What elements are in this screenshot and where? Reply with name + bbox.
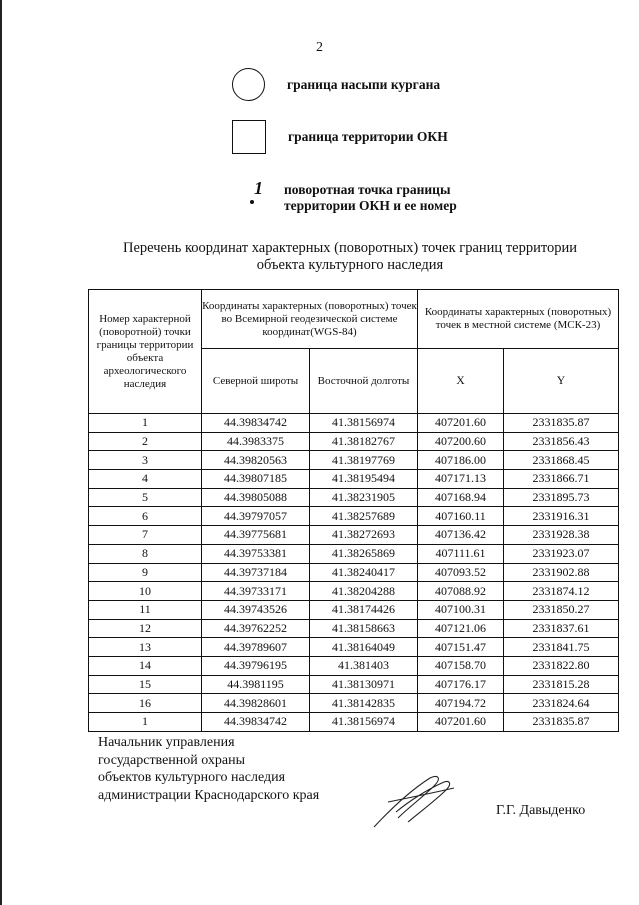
x-cell: 407194.72 — [418, 694, 504, 713]
circle-symbol-icon — [232, 68, 265, 101]
table-row — [89, 619, 619, 638]
longitude-cell: 41.38272693 — [310, 526, 418, 545]
latitude-cell: 44.39789607 — [202, 638, 310, 657]
y-cell: 2331923.07 — [504, 544, 619, 563]
y-cell: 2331822.80 — [504, 656, 619, 675]
y-cell: 2331835.87 — [504, 414, 619, 433]
square-symbol-icon — [232, 120, 266, 154]
signer-position-line2: государственной охраны — [98, 752, 246, 768]
list-title — [90, 240, 610, 274]
longitude-cell: 41.38265869 — [310, 544, 418, 563]
list-title-line2: объекта культурного наследия — [256, 257, 444, 273]
turning-point-dot — [250, 200, 254, 204]
page-edge-line — [0, 0, 2, 905]
signature-block — [98, 734, 319, 804]
latitude-cell: 44.39762252 — [202, 619, 310, 638]
table-row — [89, 432, 619, 451]
y-cell: 2331837.61 — [504, 619, 619, 638]
latitude-cell: 44.39743526 — [202, 600, 310, 619]
turning-point-number: 1 — [254, 178, 263, 198]
longitude-cell: 41.38156974 — [310, 414, 418, 433]
latitude-cell: 44.39775681 — [202, 526, 310, 545]
y-cell: 2331868.45 — [504, 451, 619, 470]
header-x: X — [418, 349, 504, 414]
signer-name: Г.Г. Давыденко — [496, 803, 586, 818]
longitude-cell: 41.381403 — [310, 656, 418, 675]
x-cell: 407160.11 — [418, 507, 504, 526]
table-row — [89, 507, 619, 526]
latitude-cell: 44.39828601 — [202, 694, 310, 713]
point-number-cell: 10 — [89, 582, 202, 601]
point-number-cell: 12 — [89, 619, 202, 638]
table-row — [89, 526, 619, 545]
y-cell: 2331835.87 — [504, 713, 619, 732]
x-cell: 407136.42 — [418, 526, 504, 545]
table-row — [89, 544, 619, 563]
longitude-cell: 41.38231905 — [310, 488, 418, 507]
table-row — [89, 713, 619, 732]
latitude-cell: 44.3983375 — [202, 432, 310, 451]
y-cell: 2331841.75 — [504, 638, 619, 657]
table-row — [89, 451, 619, 470]
header-msk23: Координаты характерных (поворотных) точек в местной системе (МСК-23) — [418, 290, 619, 349]
point-number-cell: 4 — [89, 470, 202, 489]
signer-position-line4: администрации Краснодарского края — [98, 787, 320, 803]
latitude-cell: 44.39733171 — [202, 582, 310, 601]
latitude-cell: 44.39737184 — [202, 563, 310, 582]
x-cell: 407201.60 — [418, 414, 504, 433]
legend-point-line1: поворотная точка границы — [284, 182, 451, 197]
longitude-cell: 41.38204288 — [310, 582, 418, 601]
y-cell: 2331895.73 — [504, 488, 619, 507]
table-row — [89, 488, 619, 507]
legend-circle-label: граница насыпи кургана — [287, 76, 441, 92]
latitude-cell: 44.39805088 — [202, 488, 310, 507]
table-row — [89, 563, 619, 582]
signer-position-line3: объектов культурного наследия — [98, 770, 286, 785]
longitude-cell: 41.38156974 — [310, 713, 418, 732]
legend-point — [248, 178, 457, 216]
x-cell: 407121.06 — [418, 619, 504, 638]
y-cell: 2331850.27 — [504, 600, 619, 619]
page-number: 2 — [316, 40, 323, 55]
x-cell: 407093.52 — [418, 563, 504, 582]
latitude-cell: 44.39834742 — [202, 414, 310, 433]
table-row — [89, 675, 619, 694]
y-cell: 2331824.64 — [504, 694, 619, 713]
latitude-cell: 44.3981195 — [202, 675, 310, 694]
list-title-line1: Перечень координат характерных (поворотных) точек границ территории — [122, 240, 578, 256]
signer-position-line1: Начальник управления — [98, 735, 235, 750]
point-number-cell: 11 — [89, 600, 202, 619]
x-cell: 407186.00 — [418, 451, 504, 470]
y-cell: 2331916.31 — [504, 507, 619, 526]
legend-circle — [232, 68, 440, 101]
coordinates-table — [88, 289, 619, 732]
longitude-cell: 41.38240417 — [310, 563, 418, 582]
point-number-cell: 3 — [89, 451, 202, 470]
x-cell: 407171.13 — [418, 470, 504, 489]
y-cell: 2331866.71 — [504, 470, 619, 489]
y-cell: 2331874.12 — [504, 582, 619, 601]
x-cell: 407168.94 — [418, 488, 504, 507]
point-number-cell: 2 — [89, 432, 202, 451]
y-cell: 2331902.88 — [504, 563, 619, 582]
legend-point-line2: территории ОКН и ее номер — [284, 198, 457, 213]
legend-square — [232, 120, 448, 154]
table-row — [89, 582, 619, 601]
handwritten-signature — [368, 772, 458, 832]
x-cell: 407200.60 — [418, 432, 504, 451]
point-number-cell: 6 — [89, 507, 202, 526]
point-number-cell: 16 — [89, 694, 202, 713]
legend-point-label — [284, 182, 457, 214]
header-latitude: Северной широты — [202, 349, 310, 414]
y-cell: 2331815.28 — [504, 675, 619, 694]
longitude-cell: 41.38142835 — [310, 694, 418, 713]
latitude-cell: 44.39820563 — [202, 451, 310, 470]
latitude-cell: 44.39796195 — [202, 656, 310, 675]
header-wgs84: Координаты характерных (поворотных) точек во Всемирной геодезической системе координат(WGS-84) — [202, 290, 418, 349]
y-cell: 2331928.38 — [504, 526, 619, 545]
longitude-cell: 41.38257689 — [310, 507, 418, 526]
point-number-cell: 1 — [89, 713, 202, 732]
x-cell: 407176.17 — [418, 675, 504, 694]
point-number-cell: 9 — [89, 563, 202, 582]
header-y: Y — [504, 349, 619, 414]
x-cell: 407201.60 — [418, 713, 504, 732]
longitude-cell: 41.38182767 — [310, 432, 418, 451]
table-row — [89, 470, 619, 489]
latitude-cell: 44.39834742 — [202, 713, 310, 732]
latitude-cell: 44.39753381 — [202, 544, 310, 563]
longitude-cell: 41.38195494 — [310, 470, 418, 489]
x-cell: 407158.70 — [418, 656, 504, 675]
longitude-cell: 41.38158663 — [310, 619, 418, 638]
x-cell: 407100.31 — [418, 600, 504, 619]
x-cell: 407151.47 — [418, 638, 504, 657]
point-number-cell: 1 — [89, 414, 202, 433]
table-row — [89, 638, 619, 657]
table-row — [89, 694, 619, 713]
table-row — [89, 600, 619, 619]
table-row — [89, 414, 619, 433]
point-number-cell: 8 — [89, 544, 202, 563]
latitude-cell: 44.39807185 — [202, 470, 310, 489]
point-number-cell: 15 — [89, 675, 202, 694]
point-number-cell: 7 — [89, 526, 202, 545]
coordinates-table-body — [89, 414, 619, 732]
longitude-cell: 41.38164049 — [310, 638, 418, 657]
x-cell: 407111.61 — [418, 544, 504, 563]
table-row — [89, 656, 619, 675]
turning-point-icon — [248, 178, 268, 216]
longitude-cell: 41.38174426 — [310, 600, 418, 619]
header-point-number: Номер характерной (поворотной) точки границы территории объекта археологического наследия — [89, 290, 202, 414]
point-number-cell: 5 — [89, 488, 202, 507]
latitude-cell: 44.39797057 — [202, 507, 310, 526]
longitude-cell: 41.38197769 — [310, 451, 418, 470]
header-longitude: Восточной долготы — [310, 349, 418, 414]
point-number-cell: 13 — [89, 638, 202, 657]
y-cell: 2331856.43 — [504, 432, 619, 451]
longitude-cell: 41.38130971 — [310, 675, 418, 694]
point-number-cell: 14 — [89, 656, 202, 675]
x-cell: 407088.92 — [418, 582, 504, 601]
legend-square-label: граница территории ОКН — [288, 129, 448, 144]
